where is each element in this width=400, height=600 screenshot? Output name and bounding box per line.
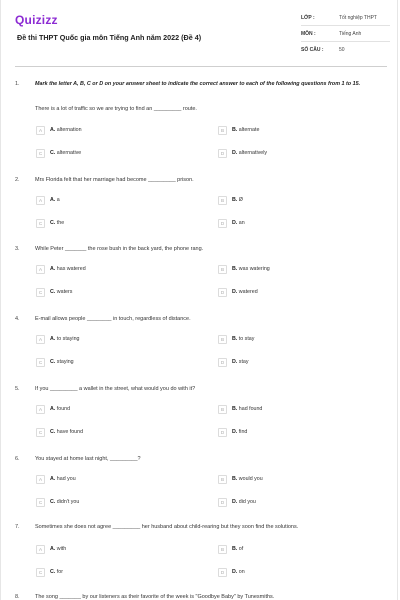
question-number: 2. bbox=[15, 177, 20, 183]
option-text: find bbox=[238, 429, 248, 435]
option-text: would you bbox=[238, 476, 263, 482]
meta-value-class: Tốt nghiệp THPT bbox=[339, 15, 377, 21]
option-label: A. bbox=[50, 336, 56, 342]
option-letter-box: A bbox=[36, 196, 45, 205]
option-label: B. bbox=[232, 476, 238, 482]
option-letter-box: D bbox=[218, 149, 227, 158]
option-letter-box: C bbox=[36, 568, 45, 577]
option-text: has watered bbox=[56, 266, 86, 272]
option-label: C. bbox=[50, 499, 56, 505]
option-text: an bbox=[238, 220, 245, 226]
question-stem: Mrs Florida felt that her marriage had become _________ prison. bbox=[35, 177, 194, 183]
option-label: D. bbox=[232, 220, 238, 226]
option-label: D. bbox=[232, 150, 238, 156]
option-letter-box: B bbox=[218, 335, 227, 344]
option-letter-box: D bbox=[218, 568, 227, 577]
option-label: B. bbox=[232, 546, 238, 552]
option-label: C. bbox=[50, 150, 56, 156]
option-label: C. bbox=[50, 220, 56, 226]
option-text: alternate bbox=[238, 127, 260, 133]
meta-divider bbox=[301, 25, 390, 26]
option-letter-box: A bbox=[36, 545, 45, 554]
option-text: for bbox=[56, 569, 63, 575]
option-letter-box: D bbox=[218, 358, 227, 367]
option-text: the bbox=[56, 220, 65, 226]
option-letter-box: C bbox=[36, 428, 45, 437]
meta-divider bbox=[301, 41, 390, 42]
question-stem: Sometimes she does not agree _________ her husband about child-rearing but they soon find the solutions. bbox=[35, 524, 299, 530]
question-stem: If you _________ a wallet in the street, what would you do with it? bbox=[35, 386, 196, 392]
option-text: waters bbox=[56, 289, 73, 295]
option-label: D. bbox=[232, 429, 238, 435]
option-label: A. bbox=[50, 406, 56, 412]
option-letter-box: C bbox=[36, 358, 45, 367]
option-letter-box: C bbox=[36, 219, 45, 228]
option-text: found bbox=[56, 406, 71, 412]
option-letter-box: A bbox=[36, 265, 45, 274]
option-letter-box: A bbox=[36, 475, 45, 484]
question-number: 6. bbox=[15, 456, 20, 462]
question-stem: There is a lot of traffic so we are trying to find an _________ route. bbox=[35, 106, 197, 112]
question-number: 1. bbox=[15, 81, 20, 87]
option-label: A. bbox=[50, 546, 56, 552]
option-text: did you bbox=[238, 499, 256, 505]
option-text: watered bbox=[238, 289, 258, 295]
option-letter-box: B bbox=[218, 405, 227, 414]
meta-value-subject: Tiếng Anh bbox=[339, 31, 362, 37]
option-label: A. bbox=[50, 266, 56, 272]
option-letter-box: B bbox=[218, 196, 227, 205]
option-letter-box: D bbox=[218, 288, 227, 297]
meta-label-count: SỐ CÂU : bbox=[301, 47, 324, 53]
option-label: C. bbox=[50, 359, 56, 365]
option-text: on bbox=[238, 569, 245, 575]
question-number: 4. bbox=[15, 316, 20, 322]
question-number: 8. bbox=[15, 594, 20, 600]
option-letter-box: A bbox=[36, 405, 45, 414]
option-label: D. bbox=[232, 359, 238, 365]
option-letter-box: C bbox=[36, 288, 45, 297]
option-text: had found bbox=[238, 406, 263, 412]
option-letter-box: B bbox=[218, 126, 227, 135]
option-letter-box: C bbox=[36, 149, 45, 158]
section-instruction: Mark the letter A, B, C or D on your answer sheet to indicate the correct answer to each of the following questions from 1 to 15. bbox=[35, 81, 361, 87]
option-label: C. bbox=[50, 429, 56, 435]
option-letter-box: D bbox=[218, 428, 227, 437]
option-text: Ø bbox=[238, 197, 243, 203]
meta-label-subject: MÔN : bbox=[301, 31, 316, 37]
option-text: with bbox=[56, 546, 67, 552]
option-text: was watering bbox=[238, 266, 270, 272]
question-stem: E-mail allows people ________ in touch, regardless of distance. bbox=[35, 316, 191, 322]
option-letter-box: A bbox=[36, 335, 45, 344]
option-text: alternation bbox=[56, 127, 82, 133]
option-text: have found bbox=[56, 429, 84, 435]
option-text: didn't you bbox=[56, 499, 80, 505]
option-label: D. bbox=[232, 289, 238, 295]
option-text: alternatively bbox=[238, 150, 268, 156]
option-label: D. bbox=[232, 569, 238, 575]
option-text: of bbox=[238, 546, 244, 552]
option-label: A. bbox=[50, 476, 56, 482]
question-number: 7. bbox=[15, 524, 20, 530]
option-text: alternative bbox=[56, 150, 82, 156]
meta-value-count: 50 bbox=[339, 47, 345, 53]
option-label: C. bbox=[50, 289, 56, 295]
option-text: to staying bbox=[56, 336, 80, 342]
option-label: D. bbox=[232, 499, 238, 505]
option-letter-box: C bbox=[36, 498, 45, 507]
option-label: C. bbox=[50, 569, 56, 575]
option-text: a bbox=[56, 197, 60, 203]
question-stem: While Peter _______ the rose bush in the back yard, the phone rang. bbox=[35, 246, 204, 252]
question-stem: You stayed at home last night, _________? bbox=[35, 456, 141, 462]
option-letter-box: B bbox=[218, 475, 227, 484]
option-text: stay bbox=[238, 359, 249, 365]
meta-label-class: LỚP : bbox=[301, 15, 315, 21]
option-letter-box: B bbox=[218, 265, 227, 274]
option-label: B. bbox=[232, 127, 238, 133]
option-label: B. bbox=[232, 266, 238, 272]
quizizz-logo: Quizizz bbox=[15, 13, 58, 27]
question-number: 5. bbox=[15, 386, 20, 392]
question-stem: The song _______ by our listeners as their favorite of the week is "Goodbye Baby" by Tunesmiths. bbox=[35, 594, 275, 600]
option-letter-box: A bbox=[36, 126, 45, 135]
question-number: 3. bbox=[15, 246, 20, 252]
option-letter-box: D bbox=[218, 219, 227, 228]
option-letter-box: D bbox=[218, 498, 227, 507]
option-text: to stay bbox=[238, 336, 255, 342]
worksheet-title: Đề thi THPT Quốc gia môn Tiếng Anh năm 2022 (Đề 4) bbox=[17, 33, 202, 42]
worksheet-meta bbox=[301, 15, 391, 61]
option-label: B. bbox=[232, 336, 238, 342]
option-text: staying bbox=[56, 359, 74, 365]
option-label: A. bbox=[50, 197, 56, 203]
option-label: A. bbox=[50, 127, 56, 133]
header-divider bbox=[15, 66, 387, 67]
option-text: had you bbox=[56, 476, 76, 482]
option-label: B. bbox=[232, 197, 238, 203]
option-letter-box: B bbox=[218, 545, 227, 554]
option-label: B. bbox=[232, 406, 238, 412]
